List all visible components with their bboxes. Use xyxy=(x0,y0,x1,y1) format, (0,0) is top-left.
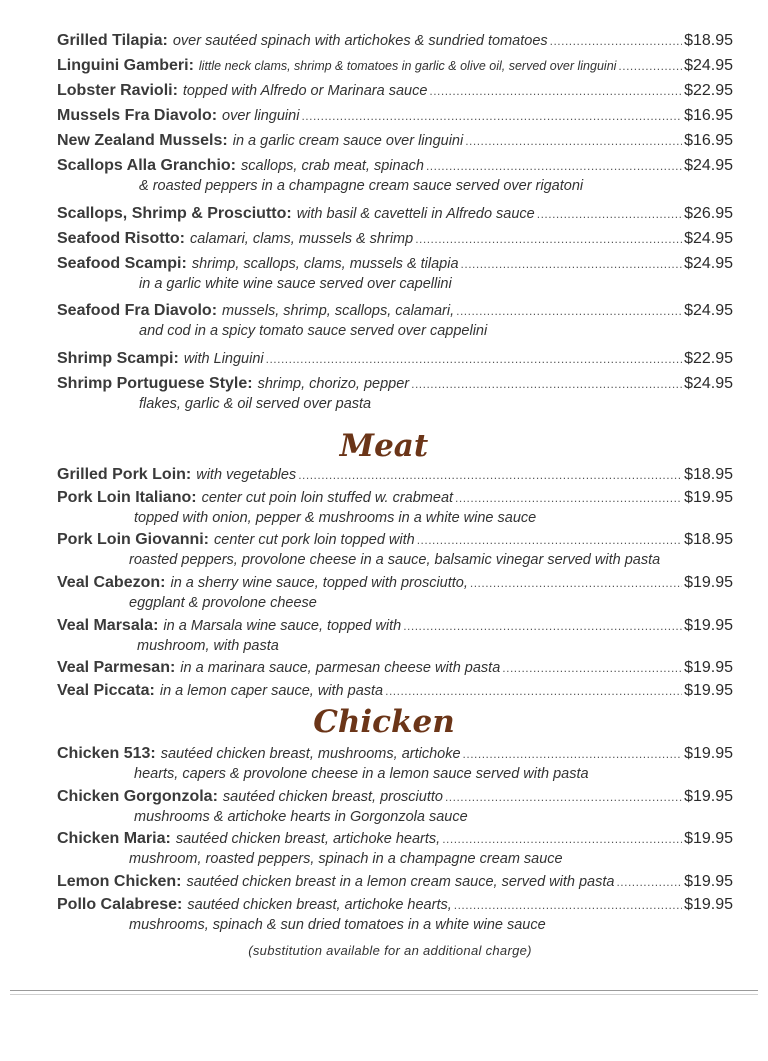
item-description: over sautéed spinach with artichokes & sundried tomatoes xyxy=(172,33,548,49)
menu-item xyxy=(57,374,733,414)
item-description-continued: mushroom, roasted peppers, spinach in a champagne cream sauce xyxy=(129,851,563,867)
menu-item xyxy=(57,229,733,250)
item-price: $24.95 xyxy=(684,375,733,392)
item-description: over linguini xyxy=(222,108,300,124)
item-description: sautéed chicken breast, artichoke hearts, xyxy=(187,897,452,913)
menu-item xyxy=(57,530,733,570)
dot-leader xyxy=(417,530,682,550)
menu-item xyxy=(57,744,733,784)
item-price: $19.95 xyxy=(684,788,733,805)
item-name: Grilled Tilapia: xyxy=(57,32,168,49)
item-description: in a lemon caper sauce, with pasta xyxy=(159,683,384,699)
item-name: New Zealand Mussels: xyxy=(57,132,228,149)
dot-leader xyxy=(465,131,682,151)
menu-item xyxy=(57,573,733,613)
menu-item xyxy=(57,872,733,893)
item-price: $24.95 xyxy=(684,57,733,74)
item-name: Chicken Gorgonzola: xyxy=(57,788,218,805)
item-description-continued: roasted peppers, provolone cheese in a sauce, balsamic vinegar served with pasta xyxy=(129,552,661,568)
item-price: $18.95 xyxy=(684,531,733,548)
item-name: Chicken Maria: xyxy=(57,830,171,847)
item-name: Veal Cabezon: xyxy=(57,574,166,591)
item-description: in a Marsala wine sauce, topped with xyxy=(163,618,402,634)
dot-leader xyxy=(445,787,682,807)
dot-leader xyxy=(403,616,682,636)
item-description: scallops, crab meat, spinach xyxy=(241,158,424,174)
item-price: $24.95 xyxy=(684,255,733,272)
item-name: Shrimp Scampi: xyxy=(57,350,179,367)
item-description-continued: in a garlic white wine sauce served over capellini xyxy=(139,276,452,292)
menu-item xyxy=(57,787,733,827)
item-description-continued: topped with onion, pepper & mushrooms in a white wine sauce xyxy=(134,510,537,526)
item-price: $19.95 xyxy=(684,682,733,699)
item-description-continued: eggplant & provolone cheese xyxy=(129,595,317,611)
menu-item xyxy=(57,349,733,370)
menu-item xyxy=(57,204,733,225)
item-name: Veal Piccata: xyxy=(57,682,155,699)
dot-leader xyxy=(415,229,682,249)
item-price: $19.95 xyxy=(684,896,733,913)
item-price: $19.95 xyxy=(684,574,733,591)
item-description: with vegetables xyxy=(196,467,297,483)
item-price: $19.95 xyxy=(684,489,733,506)
item-description-continued: flakes, garlic & oil served over pasta xyxy=(139,396,372,412)
menu-item xyxy=(57,658,733,679)
dot-leader xyxy=(442,829,682,849)
item-name: Pork Loin Giovanni: xyxy=(57,531,210,548)
dot-leader xyxy=(616,872,682,892)
item-description-continued: mushrooms, spinach & sun dried tomatoes in a white wine sauce xyxy=(129,917,546,933)
menu-item xyxy=(57,81,733,102)
item-price: $26.95 xyxy=(684,205,733,222)
item-name: Scallops, Shrimp & Prosciutto: xyxy=(57,205,292,222)
item-price: $24.95 xyxy=(684,302,733,319)
page-bottom-rule xyxy=(10,990,758,991)
menu-item xyxy=(57,56,733,77)
dot-leader xyxy=(470,573,682,593)
item-price: $18.95 xyxy=(684,32,733,49)
section-title-chicken: Chicken xyxy=(313,704,455,740)
item-name: Grilled Pork Loin: xyxy=(57,466,192,483)
menu-item xyxy=(57,301,733,341)
item-price: $22.95 xyxy=(684,82,733,99)
menu-item xyxy=(57,31,733,52)
item-description-continued: mushroom, with pasta xyxy=(137,638,279,654)
dot-leader xyxy=(454,895,682,915)
menu-item xyxy=(57,254,733,294)
item-description: in a garlic cream sauce over linguini xyxy=(232,133,464,149)
item-description: shrimp, scallops, clams, mussels & tilapia xyxy=(191,256,459,272)
item-description-continued: mushrooms & artichoke hearts in Gorgonzola sauce xyxy=(134,809,468,825)
dot-leader xyxy=(550,31,682,51)
menu-item xyxy=(57,616,733,656)
item-description: center cut pork loin topped with xyxy=(214,532,415,548)
item-name: Pollo Calabrese: xyxy=(57,896,183,913)
dot-leader xyxy=(502,658,682,678)
item-name: Veal Marsala: xyxy=(57,617,159,634)
item-price: $19.95 xyxy=(684,745,733,762)
dot-leader xyxy=(455,488,682,508)
dot-leader xyxy=(266,349,682,369)
item-name: Pork Loin Italiano: xyxy=(57,489,197,506)
item-description: with basil & cavetteli in Alfredo sauce xyxy=(296,206,535,222)
dot-leader xyxy=(385,681,682,701)
dot-leader xyxy=(537,204,682,224)
item-description-continued: and cod in a spicy tomato sauce served over cappelini xyxy=(139,323,488,339)
dot-leader xyxy=(429,81,682,101)
dot-leader xyxy=(461,254,683,274)
item-description: in a marinara sauce, parmesan cheese with pasta xyxy=(180,660,501,676)
item-description: sautéed chicken breast, artichoke hearts, xyxy=(175,831,441,847)
item-price: $16.95 xyxy=(684,107,733,124)
item-price: $18.95 xyxy=(684,466,733,483)
item-name: Shrimp Portuguese Style: xyxy=(57,375,253,392)
dot-leader xyxy=(426,156,682,176)
item-name: Seafood Scampi: xyxy=(57,255,187,272)
menu-item xyxy=(57,156,733,196)
item-description: with Linguini xyxy=(183,351,264,367)
item-price: $24.95 xyxy=(684,230,733,247)
dot-leader xyxy=(411,374,682,394)
item-description: sautéed chicken breast in a lemon cream sauce, served with pasta xyxy=(186,874,615,890)
menu-item xyxy=(57,465,733,486)
item-name: Seafood Fra Diavolo: xyxy=(57,302,218,319)
item-name: Scallops Alla Granchio: xyxy=(57,157,237,174)
menu-item xyxy=(57,106,733,127)
section-title-meat: Meat xyxy=(339,428,429,464)
item-price: $19.95 xyxy=(684,617,733,634)
item-price: $22.95 xyxy=(684,350,733,367)
item-description: center cut poin loin stuffed w. crabmeat xyxy=(201,490,454,506)
item-name: Seafood Risotto: xyxy=(57,230,185,247)
dot-leader xyxy=(463,744,683,764)
item-description: little neck clams, shrimp & tomatoes in garlic & olive oil, served over linguini xyxy=(198,59,617,73)
item-price: $19.95 xyxy=(684,873,733,890)
menu-item xyxy=(57,131,733,152)
item-description: topped with Alfredo or Marinara sauce xyxy=(182,83,428,99)
dot-leader xyxy=(298,465,682,485)
item-description: shrimp, chorizo, pepper xyxy=(257,376,410,392)
dot-leader xyxy=(301,106,682,126)
substitution-note: (substitution available for an additional charge) xyxy=(248,943,532,958)
item-name: Chicken 513: xyxy=(57,745,156,762)
item-name: Lobster Ravioli: xyxy=(57,82,178,99)
item-price: $19.95 xyxy=(684,659,733,676)
item-name: Lemon Chicken: xyxy=(57,873,182,890)
dot-leader xyxy=(456,301,682,321)
item-description: in a sherry wine sauce, topped with prosciutto, xyxy=(170,575,468,591)
item-description-continued: & roasted peppers in a champagne cream sauce served over rigatoni xyxy=(139,178,584,194)
item-name: Linguini Gamberi: xyxy=(57,57,194,74)
menu-item xyxy=(57,829,733,869)
item-description: calamari, clams, mussels & shrimp xyxy=(190,231,414,247)
menu-item xyxy=(57,488,733,528)
item-price: $19.95 xyxy=(684,830,733,847)
menu-item xyxy=(57,895,733,935)
item-description: mussels, shrimp, scallops, calamari, xyxy=(222,303,455,319)
item-name: Mussels Fra Diavolo: xyxy=(57,107,218,124)
dot-leader xyxy=(618,56,682,76)
item-price: $24.95 xyxy=(684,157,733,174)
item-description: sautéed chicken breast, mushrooms, artichoke xyxy=(160,746,461,762)
page-bottom-rule-shadow xyxy=(10,994,758,995)
item-description: sautéed chicken breast, prosciutto xyxy=(222,789,443,805)
item-description-continued: hearts, capers & provolone cheese in a lemon sauce served with pasta xyxy=(134,766,589,782)
item-name: Veal Parmesan: xyxy=(57,659,176,676)
menu-item xyxy=(57,681,733,702)
item-price: $16.95 xyxy=(684,132,733,149)
